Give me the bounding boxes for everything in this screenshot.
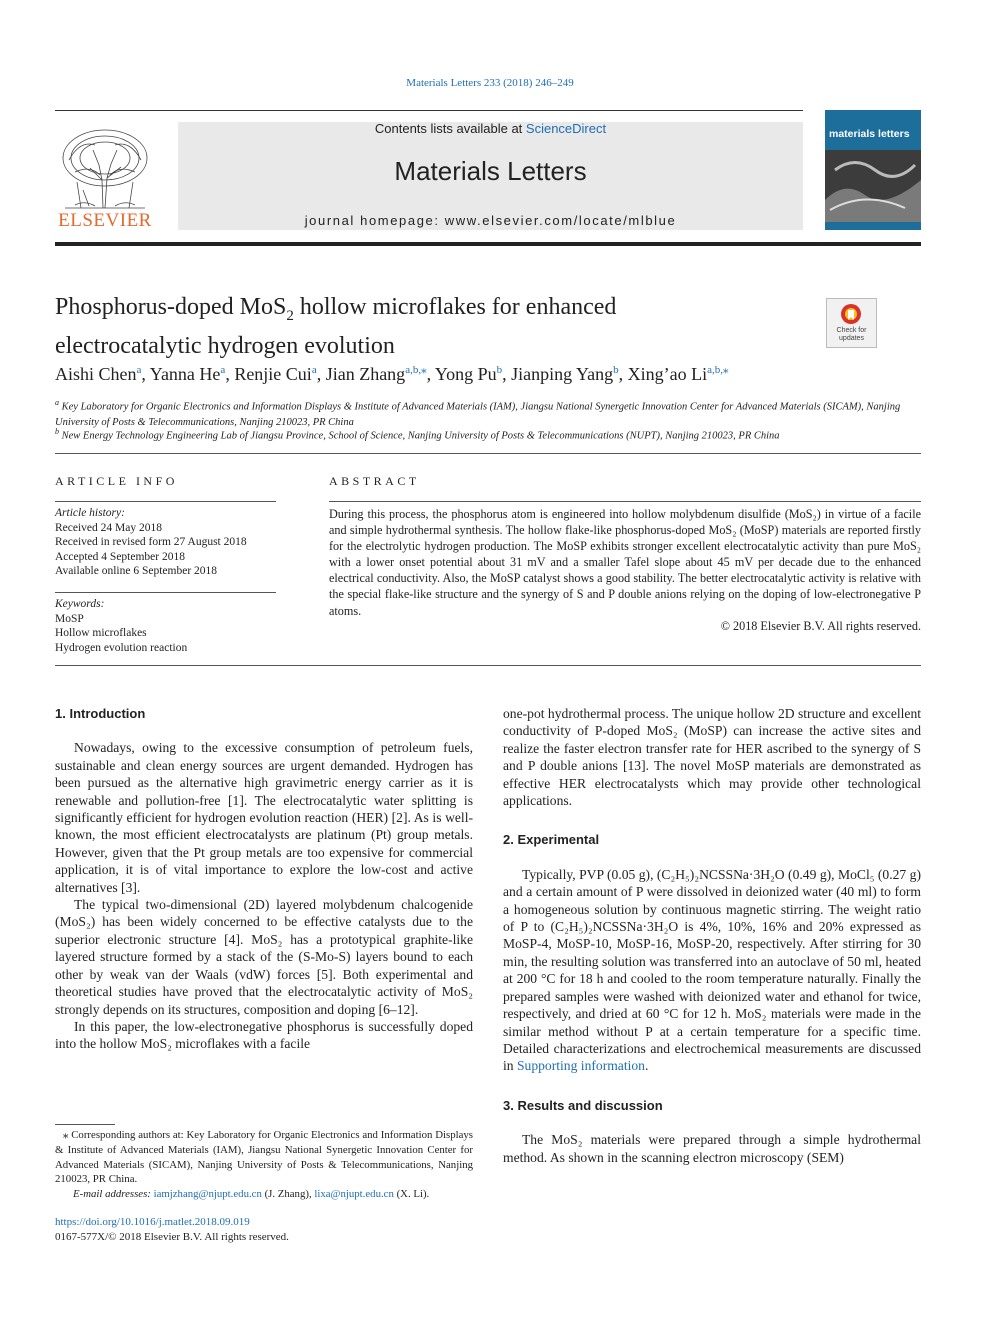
- bookmark-ribbon-icon: [839, 302, 863, 328]
- paragraph: Typically, PVP (0.05 g), (C₂H₅)₂NCSSNa·3H₂O (0.49 g), MoCl₅ (0.27 g) and a certain amount of P were dissolved in deionized water (40 ml) to form a homogeneous solution by continuous magnetic stirring. The weight ratio of P to (C₂H₅)₂NCSSNa·3H₂O is 4%, 10%, 16% and 20% expressed as MoSP-4, MoSP-10, MoSP-16, MoSP-20, respectively. After stirring for 30 min, the resulting solution was transferred into an autoclave of 50 ml, heated at 200 °C for 18 h and cooled to the room temperature naturally. Finally the prepared samples were washed with deionized water and ethanol for twice, respectively, and dried at 60 °C for 12 h. MoS₂ materials were made in the similar method without P at a certain temperature for a specific time. Detailed characterizations and electrochemical measurements are discussed in Supporting information.: [503, 866, 921, 1074]
- contents-available-line: [178, 121, 803, 136]
- paragraph: Nowadays, owing to the excessive consumption of petroleum fuels, sustainable and clean energy sources are urgent demanded. Hydrogen has been pursued as the alternative high gravimetric energy carrier as it is renewable and pollution-free [1]. The electrocatalytic water splitting is significantly efficient for hydrogen evolution reaction (HER) [2]. As is well-known, the most efficient electrocatalysts are platinum (Pt) group metals. However, given that the Pt group metals are too expensive for commercial application, it is of vital importance to explore the low-cost and active alternatives [3].: [55, 740, 473, 895]
- author[interactable]: Yanna He$^a$: [149, 364, 226, 384]
- journal-cover-thumbnail[interactable]: [825, 110, 921, 230]
- elsevier-wordmark: ELSEVIER: [58, 210, 152, 231]
- journal-reference-link[interactable]: Materials Letters 233 (2018) 246–249: [406, 77, 574, 89]
- right-column: [503, 705, 921, 1166]
- affiliation-a: $^a$ Key Laboratory for Organic Electronics and Information Displays & Institute of Advanced Materials (IAM), Jiangsu National Synergetic Innovation Center for Advanced Materials (SICAM), Nanjing University of Posts & Telecommunications, Nanjing 210023, PR China: [55, 398, 901, 428]
- sciencedirect-link[interactable]: ScienceDirect: [525, 121, 607, 136]
- email-note: E-mail addresses: iamjzhang@njupt.edu.cn (J. Zhang), lixa@njupt.edu.cn (X. Li).: [73, 1188, 430, 1201]
- journal-title: Materials Letters: [394, 156, 587, 186]
- author[interactable]: Xing’ao $Li^{a,b,⁎}$: [627, 364, 729, 384]
- check-for-updates-label: Check for updates: [836, 327, 867, 342]
- author[interactable]: Yong Pu$^b$: [434, 364, 503, 384]
- divider: [55, 592, 276, 593]
- title-part: hollow microflakes for enhanced: [293, 294, 617, 320]
- divider: [55, 501, 276, 502]
- author[interactable]: Jian Zhang$^{a,b,⁎}$: [325, 364, 427, 384]
- check-for-updates-button[interactable]: [826, 298, 877, 348]
- email-link-li[interactable]: lixa@njupt.edu.cn: [314, 1188, 394, 1201]
- keyword: Hydrogen evolution reaction: [55, 641, 188, 654]
- keyword: Hollow microflakes: [55, 627, 147, 639]
- author[interactable]: Aishi Chen$^a$: [55, 364, 142, 384]
- section-title-results: 3. Results and discussion: [503, 1097, 663, 1113]
- divider: [55, 453, 921, 454]
- left-column: [55, 705, 473, 1053]
- email-link-zhang[interactable]: iamjzhang@njupt.edu.cn: [153, 1188, 262, 1201]
- abstract-text: During this process, the phosphorus atom is engineered into hollow molybdenum disulfide (MoS₂) in virtue of a facile and simple hydrothermal synthesis. The hollow flake-like phosphorus-doped MoS₂ (MoSP) materials are reported firstly for the electrolytic hydrogen production. The MoSP exhibits stronger excellent electrocatalytic activity than pure MoS₂ with a lower onset potential about 31 mV and a smaller Tafel slope about 45 mV per decade due to the enhanced electrical conductivity. Also, the MoSP catalyst shows a good stability. The better electrocatalytic activity is relative with the special flake-like structure and the synergy of S and P double anions relying on the doping of low-electronegative P atoms.: [329, 507, 921, 618]
- divider: [329, 501, 921, 502]
- affiliation-b: $^b$ New Energy Technology Engineering Lab of Jiangsu Province, School of Science, Nanjing University of Posts & Telecommunications (NUPT), Nanjing 210023, PR China: [55, 427, 780, 442]
- footnote-rule: [55, 1124, 115, 1125]
- paragraph: In this paper, the low-electronegative phosphorus is successfully doped into the hollow MoS₂ microflakes with a facile: [55, 1018, 473, 1052]
- divider: [55, 665, 921, 666]
- section-title-experimental: 2. Experimental: [503, 832, 600, 848]
- title-part: Phosphorus-doped MoS: [55, 294, 287, 320]
- history-item: Received 24 May 2018: [55, 521, 162, 534]
- supporting-information-link[interactable]: Supporting information: [516, 1058, 645, 1074]
- cover-micrograph-icon: [825, 150, 921, 222]
- journal-homepage-link[interactable]: journal homepage: www.elsevier.com/locate/mlblue: [304, 213, 677, 228]
- paragraph: The MoS₂ materials were prepared through a simple hydrothermal method. As shown in the scanning electron microscopy (SEM): [503, 1132, 921, 1165]
- title-subscript: 2: [286, 307, 294, 324]
- author[interactable]: Jianping Yang$^b$: [511, 364, 619, 384]
- contents-prefix: Contents lists available at: [374, 121, 526, 136]
- cover-title: materials letters: [829, 128, 910, 140]
- paragraph: The typical two-dimensional (2D) layered molybdenum chalcogenide (MoS₂) has been widely concerned to be effective catalysts due to the superior electronic structure [4]. MoS₂ has a prototypical graphite-like layered structure formed by a stack of the (S-Mo-S) layers bound to each other by weak van der Waals (vdW) forces [5]. Both experimental and theoretical studies have proved that the electrocatalytic activity of MoS₂ strongly depends on its structures, composition and doping [6–12].: [55, 897, 473, 1017]
- article-history: [55, 506, 276, 579]
- history-item: Received in revised form 27 August 2018: [55, 536, 247, 548]
- keyword: MoSP: [55, 612, 84, 625]
- issn-line: 0167-577X/© 2018 Elsevier B.V. All rights reserved.: [55, 1231, 289, 1243]
- keywords: [55, 597, 276, 655]
- author-list: Aishi Chen$^a$, Yanna He$^a$, Renjie Cui$^a$, Jian Zhang$^{a,b,⁎}$, Yong Pu$^b$, Jianping Yang$^b$, Xing’ao $Li^{a,b,⁎}$: [55, 364, 729, 384]
- section-title-introduction: 1. Introduction: [55, 706, 146, 721]
- title-line-2: electrocatalytic hydrogen evolution: [55, 332, 395, 359]
- article-info-heading: ARTICLE INFO: [55, 474, 178, 488]
- article-title: [55, 292, 795, 361]
- paragraph: one-pot hydrothermal process. The unique hollow 2D structure and excellent conductivity of P-doped MoS₂ (MoSP) can increase the active sites and realize the faster electron transfer rate for HER ascribed to the synergy of S and P double anions [13]. The novel MoSP materials are demonstrated as effective HER electrocatalysts which may provide other technological applications.: [503, 706, 922, 809]
- abstract-copyright: © 2018 Elsevier B.V. All rights reserved.: [720, 619, 921, 633]
- header-bottom-rule: [55, 242, 921, 246]
- abstract-heading: ABSTRACT: [329, 474, 420, 488]
- doi-link[interactable]: https://doi.org/10.1016/j.matlet.2018.09.019: [55, 1216, 250, 1228]
- history-label: Article history:: [55, 507, 125, 519]
- history-item: Available online 6 September 2018: [55, 565, 218, 577]
- header-top-rule: [55, 110, 803, 111]
- footnotes: [55, 1128, 473, 1202]
- history-item: Accepted 4 September 2018: [55, 550, 185, 563]
- corresponding-author-note: ⁎ Corresponding authors at: Key Laboratory for Organic Electronics and Information Displays & Institute of Advanced Materials (IAM), Jiangsu National Synergetic Innovation Center for Advanced Materials (SICAM), Nanjing University of Posts & Telecommunications, Nanjing 210023, PR China.: [55, 1129, 473, 1186]
- keywords-label: Keywords:: [55, 598, 105, 610]
- author[interactable]: Renjie Cui$^a$: [234, 364, 317, 384]
